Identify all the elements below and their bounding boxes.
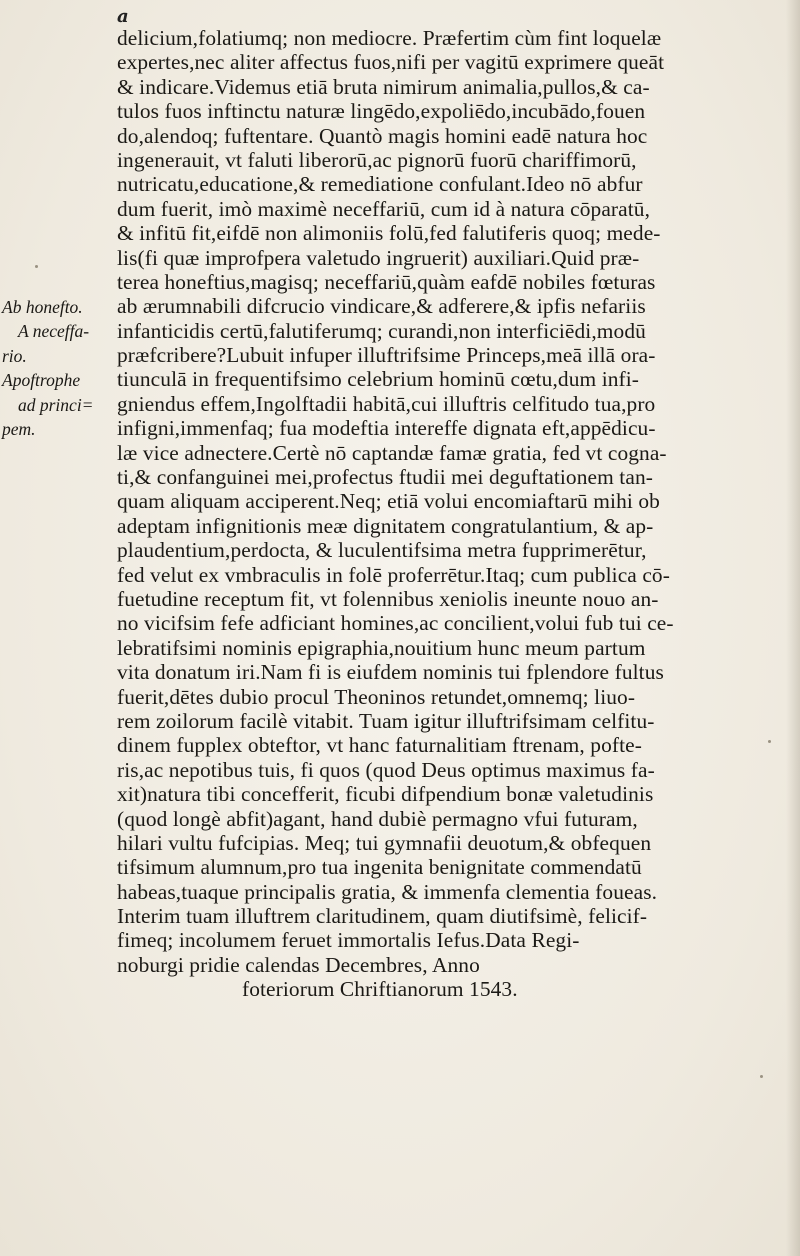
text-line: tiunculā in frequentifsimo celebrium hominū cœtu,dum infi- — [117, 367, 640, 392]
text-line: fimeq; incolumem feruet immortalis Iefus.Data Regi- — [117, 928, 580, 953]
text-line: fuetudine receptum fit, vt folennibus xeniolis ineunte nouo an- — [117, 586, 659, 611]
text-line: tulos fuos inftinctu naturæ lingēdo,expoliēdo,incubādo,fouen — [117, 99, 646, 124]
text-line: hilari vultu fufcipias. Meq; tui gymnafii deuotum,& obfequen — [117, 830, 652, 855]
text-line: infanticidis certū,falutiferumq; curandi,non interficiēdi,modū — [117, 318, 646, 343]
margin-note: Ab honefto. — [2, 297, 83, 317]
text-line: xit)natura tibi concefferit, ficubi difpendium bonæ valetudinis — [117, 782, 654, 807]
body-text — [117, 26, 755, 1002]
text-line-closing: foteriorum Chriftianorum 1543. — [242, 977, 518, 1002]
text-line: gniendus effem,Ingolftadii habitā,cui illuftris celfitudo tua,pro — [117, 391, 656, 416]
text-line: læ vice adnectere.Certè nō captandæ famæ gratia, fed vt cogna- — [117, 440, 667, 465]
margin-note: Apoftrophe — [2, 370, 81, 391]
text-line: & infitū fit,eifdē non alimoniis folū,fed falutiferis quoq; mede- — [117, 221, 661, 246]
margin-note: pem. — [2, 418, 36, 439]
paper-speck — [760, 1075, 763, 1078]
margin-notes — [2, 295, 114, 441]
text-line: quam aliquam acciperent.Neq; etiā volui encomiaftarū mihi ob — [117, 489, 660, 514]
text-line: do,alendoq; fuftentare. Quantò magis homini eadē natura hoc — [117, 123, 648, 148]
text-line: noburgi pridie calendas Decembres, Anno — [117, 952, 480, 977]
signature-mark: a — [117, 6, 129, 27]
text-line: ris,ac nepotibus tuis, fi quos (quod Deus optimus maximus fa- — [117, 757, 655, 782]
margin-note: A neceffa- — [18, 321, 90, 342]
text-line: tifsimum alumnum,pro tua ingenita benignitate commendatū — [117, 855, 642, 880]
text-line: nutricatu,educatione,& remediatione confulant.Ideo nō abfur — [117, 172, 643, 197]
text-line: lis(fi quæ improfpera valetudo ingruerit) auxiliari.Quid præ- — [117, 245, 640, 270]
text-line: no vicifsim fefe adficiant homines,ac concilient,volui fub tui ce- — [117, 611, 674, 636]
paper-speck — [35, 265, 38, 268]
text-line: ab ærumnabili difcrucio vindicare,& adferere,& ipfis nefariis — [117, 294, 646, 319]
text-line: dum fuerit, imò maximè neceffariū, cum id à natura cōparatū, — [117, 196, 651, 221]
text-line: lebratifsimi nominis epigraphia,nouitium hunc meum partum — [117, 635, 646, 660]
text-line: infigni,immenfaq; fua modeftia intereffe dignata eft,appēdicu- — [117, 416, 656, 441]
page-edge-shadow — [786, 0, 800, 1256]
text-line: præfcribere?Lubuit infuper illuftrifsime Princeps,meā illā ora- — [117, 343, 656, 368]
text-line: (quod longè abfit)agant, hand dubiè permagno vfui futuram, — [117, 806, 638, 831]
text-line: fuerit,dētes dubio procul Theoninos retundet,omnemq; liuo- — [117, 684, 636, 709]
text-line: ti,& confanguinei mei,profectus ftudii mei deguftationem tan- — [117, 465, 653, 490]
text-line: adeptam infignitionis meæ dignitatem congratulantium, & ap- — [117, 513, 654, 538]
text-line: dinem fupplex obteftor, vt hanc faturnalitiam ftrenam, pofte- — [117, 733, 642, 758]
text-line: fed velut ex vmbraculis in folē proferrētur.Itaq; cum publica cō- — [117, 562, 670, 587]
text-line: & indicare.Videmus etiā bruta nimirum animalia,pullos,& ca- — [117, 74, 650, 99]
text-line: terea honeftius,magisq; neceffariū,quàm eafdē nobiles fœturas — [117, 269, 656, 294]
text-line: plaudentium,perdocta, & luculentifsima metra fupprimerētur, — [117, 538, 647, 563]
text-line: ingenerauit, vt faluti liberorū,ac pignorū fuorū chariffimorū, — [117, 147, 637, 172]
text-line: habeas,tuaque principalis gratia, & immenfa clementia foueas. — [117, 879, 658, 904]
text-line: Interim tuam illuftrem claritudinem, quam diutifsimè, felicif- — [117, 904, 648, 929]
paper-speck — [768, 740, 771, 743]
text-line: rem zoilorum facilè vitabit. Tuam igitur illuftrifsimam celfitu- — [117, 708, 655, 733]
margin-note: rio. — [2, 345, 27, 366]
text-line: delicium,folatiumq; non mediocre. Præfertim cùm fint loquelæ — [117, 26, 662, 50]
margin-note: ad princi= — [18, 394, 94, 415]
text-line: vita donatum iri.Nam fi is eiufdem nominis tui fplendore fultus — [117, 660, 664, 685]
text-line: expertes,nec aliter affectus fuos,nifi per vagitū exprimere queāt — [117, 50, 665, 75]
